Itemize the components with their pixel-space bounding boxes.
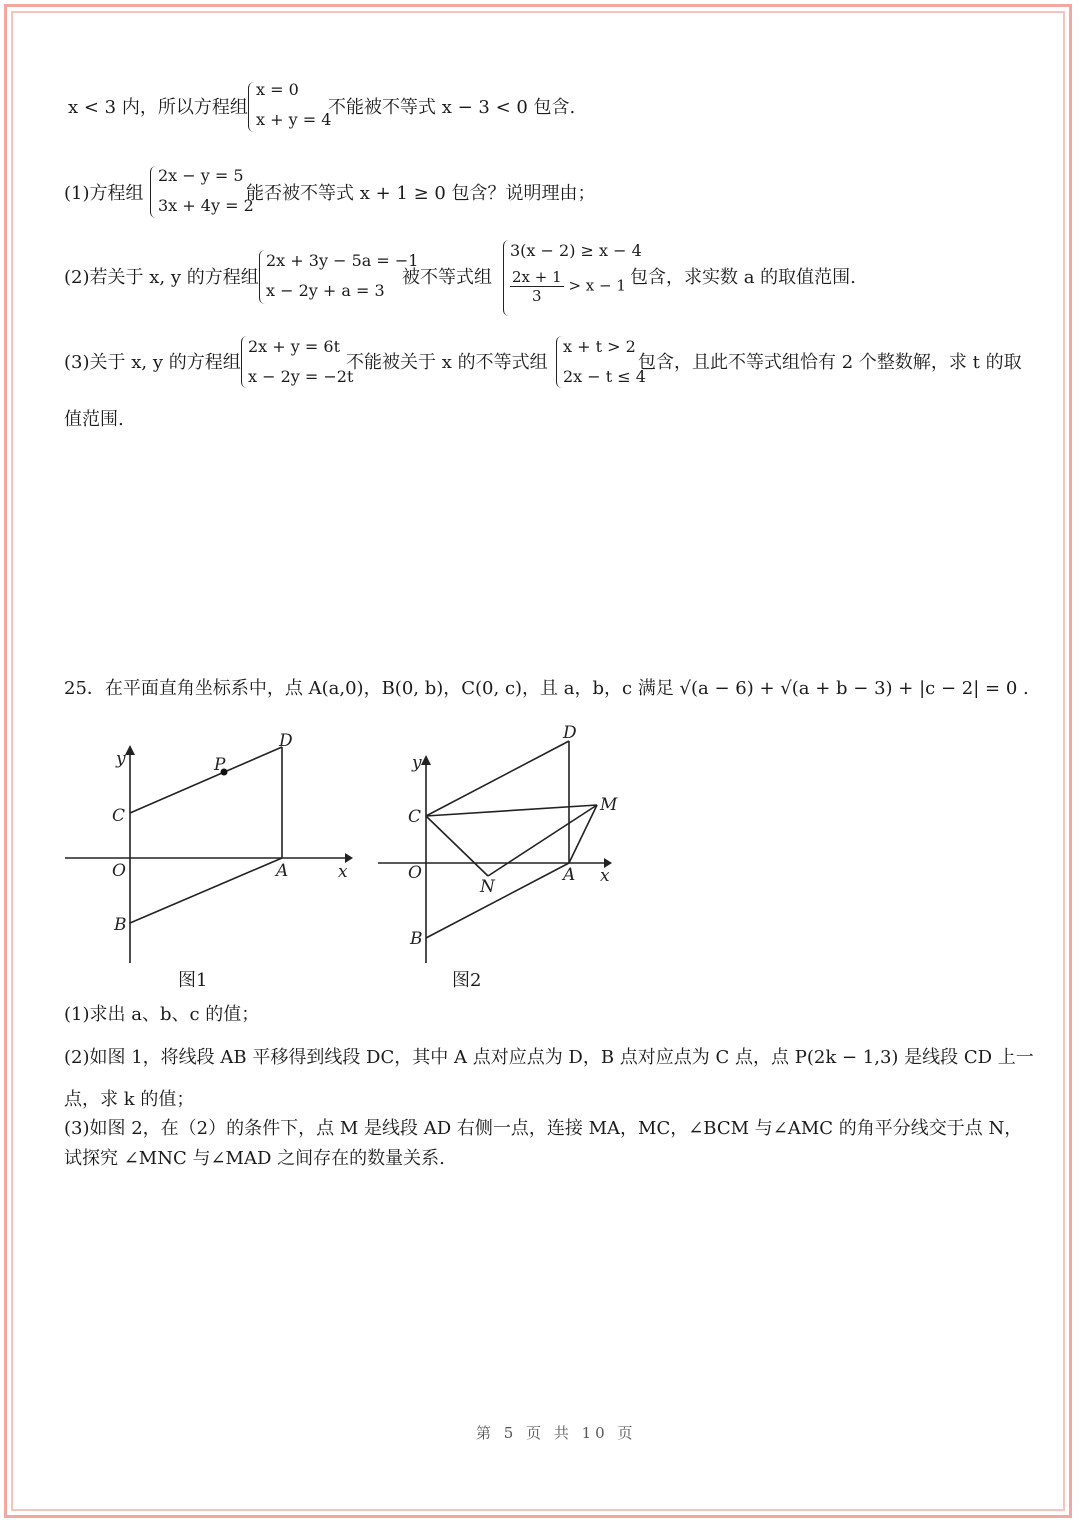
y-arrow — [421, 755, 431, 765]
segment-CD — [426, 741, 569, 816]
label-A: A — [276, 861, 289, 881]
problem25-sub1: (1)求出 a、b、c 的值； — [64, 1004, 260, 1025]
label-N: N — [480, 877, 495, 897]
q3-suffix: 包含，且此不等式组恰有 2 个整数解，求 t 的取 — [638, 352, 1022, 373]
label-M: M — [600, 795, 618, 815]
segment-BA — [130, 858, 282, 923]
q1-eq2: 3x + 4y = 2 — [158, 196, 254, 215]
label-C: C — [112, 806, 126, 826]
segment-CD — [130, 747, 282, 813]
figure-1 — [60, 725, 370, 1005]
figure-2-caption: 图2 — [452, 970, 482, 991]
problem25-sub2-line1: (2)如图 1，将线段 AB 平移得到线段 DC，其中 A 点对应点为 D，B 点对应点为 C 点，点 P(2k − 1,3) 是线段 CD 上一 — [64, 1047, 1034, 1068]
segment-CN — [426, 816, 488, 876]
line1-eq2: x + y = 4 — [256, 110, 332, 129]
problem25-stem: 25．在平面直角坐标系中，点 A(a,0)，B(0, b)，C(0, c)，且 a，b，c 满足 √(a − 6) + √(a + b − 3) + |c − 2| = 0 . — [64, 678, 1029, 699]
q1-eq1: 2x − y = 5 — [158, 166, 244, 185]
problem25-sub2-line2: 点，求 k 的值； — [64, 1089, 195, 1110]
label-D: D — [563, 723, 577, 743]
problem25-sub3-line1: (3)如图 2，在（2）的条件下，点 M 是线段 AD 右侧一点，连接 MA，MC，∠BCM 与∠AMC 的角平分线交于点 N， — [64, 1118, 1023, 1139]
label-O: O — [112, 861, 126, 881]
brace — [259, 250, 266, 304]
q1-suffix: 能否被不等式 x + 1 ≥ 0 包含？说明理由； — [246, 183, 596, 204]
line1-suffix: 不能被不等式 x − 3 < 0 包含. — [328, 97, 576, 118]
q3-eq1: 2x + y = 6t — [248, 337, 341, 356]
figure-2 — [372, 718, 662, 1008]
q2-ineq1: 3(x − 2) ≥ x − 4 — [510, 241, 642, 260]
q3-ineq1: x + t > 2 — [563, 337, 636, 356]
label-D: D — [279, 731, 293, 751]
page-footer: 第 5 页 共 10 页 — [476, 1424, 637, 1442]
figure-1-caption: 图1 — [178, 970, 208, 991]
problem25-sub3-line2: 试探究 ∠MNC 与∠MAD 之间存在的数量关系. — [64, 1148, 445, 1169]
line1-prefix: x < 3 内，所以方程组 — [68, 97, 248, 118]
brace — [241, 336, 248, 388]
q2-eq2: x − 2y + a = 3 — [266, 281, 385, 300]
q1-prefix: (1)方程组 — [64, 183, 144, 204]
q3-eq2: x − 2y = −2t — [248, 367, 354, 386]
label-x: x — [338, 862, 348, 882]
y-arrow — [125, 745, 135, 755]
q2-ineq2 — [510, 268, 626, 305]
fraction-denominator: 3 — [532, 287, 542, 305]
label-A: A — [563, 865, 576, 885]
q3-prefix: (3)关于 x, y 的方程组 — [64, 352, 241, 373]
q2-middle: 被不等式组 — [402, 267, 492, 288]
label-B: B — [114, 915, 127, 935]
brace — [556, 336, 563, 388]
label-P: P — [214, 755, 226, 775]
q2-eq1: 2x + 3y − 5a = −1 — [266, 251, 419, 270]
q3-continuation: 值范围. — [64, 409, 124, 430]
fraction — [510, 268, 564, 305]
brace — [248, 82, 255, 132]
label-x: x — [600, 866, 610, 886]
brace — [150, 166, 157, 218]
fraction-rest: > x − 1 — [568, 276, 626, 295]
label-B: B — [410, 929, 423, 949]
label-O: O — [408, 863, 422, 883]
fraction-numerator: 2x + 1 — [512, 268, 562, 286]
q3-middle: 不能被关于 x 的不等式组 — [346, 352, 548, 373]
segment-BA — [426, 863, 569, 938]
label-C: C — [408, 807, 422, 827]
brace — [503, 240, 510, 316]
q2-suffix: 包含，求实数 a 的取值范围. — [630, 267, 856, 288]
q2-prefix: (2)若关于 x, y 的方程组 — [64, 267, 259, 288]
label-y: y — [412, 753, 422, 773]
line1-eq1: x = 0 — [256, 80, 299, 99]
segment-CM — [426, 805, 597, 816]
label-y: y — [116, 749, 126, 769]
q3-ineq2: 2x − t ≤ 4 — [563, 367, 646, 386]
